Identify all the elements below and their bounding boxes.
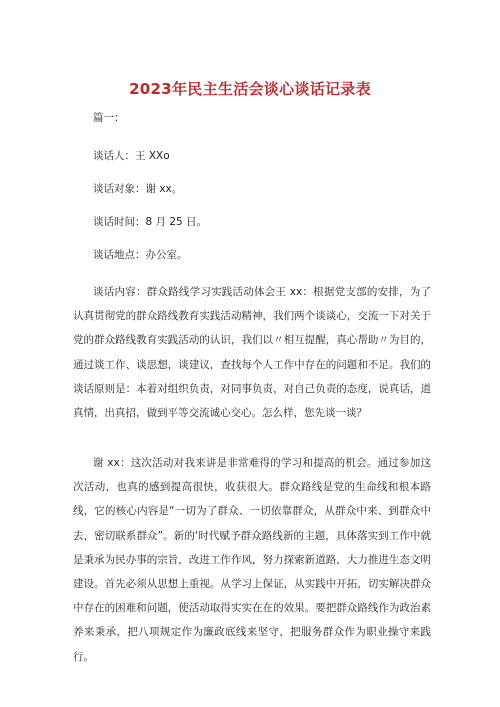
paragraph-conversation-content: 谈话内容：群众路线学习实践活动体会王 xx：根据党支部的安排，为了认真贯彻党的群众路线教育实践活动精神，我们两个谈谈心，交流一下对关于党的群众路线教育实践活动的认识，我们以〃相互提醒，真心帮助〃为目的，通过谈工作、谈思想，谈建议，查找每个人工作中存在的问题和不足。我们的谈话原则是：本着对组织负责，对同事负责，对自己负责的态度，说真话，道真情，出真招，做到平等交流诚心交心。怎么样，您先谈一谈？ <box>73 286 431 420</box>
section-label: 篇一： <box>93 112 125 124</box>
paragraph-xie-reply: 谢 xx：这次活动对我来讲是非常难得的学习和提高的机会。通过参加这次活动，也真的感到提高很快，收获很大。群众路线是党的生命线和根本路线，它的核心内容是“一切为了群众、一切依靠群众，从群众中来、到群众中去，密切联系群众”。新的‘时代赋予群众路线新的主题，具体落实到工作中就是秉承为民办事的宗旨，改进工作作风，努力探索新道路，大力推进生态文明建设。首先必须从思想上重视。从学习上保证，从实践中开拓，切实解决群众中存在的困难和问题，使活动取得实实在在的效果。要把群众路线作为政治素养来秉承，把八项规定作为廉政底线来坚守，把服务群众作为职业操守来践行。 <box>73 457 431 663</box>
field-talker: 谈话人：王 XXo <box>93 150 170 162</box>
field-time: 谈话时间：8 月 25 日。 <box>93 216 208 228</box>
document-title: 2023年民主生活会谈心谈话记录表 <box>129 80 371 98</box>
field-place: 谈话地点：办公室。 <box>93 249 188 261</box>
field-target: 谈话对象：谢 xx。 <box>93 183 183 195</box>
